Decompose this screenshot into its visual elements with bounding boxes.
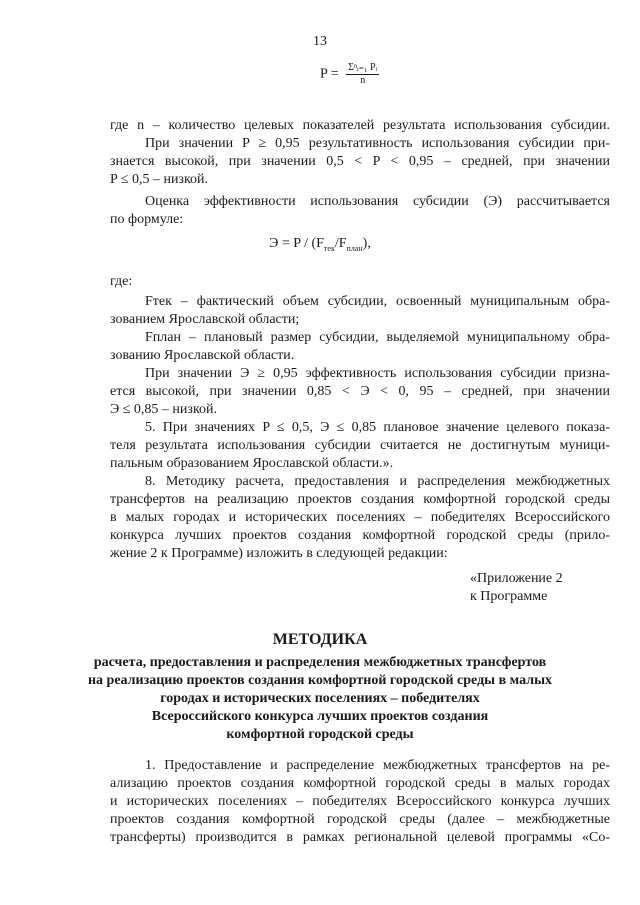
formula-e-mid: /F — [334, 236, 347, 251]
formula-e — [0, 236, 640, 253]
formula-p — [320, 62, 379, 87]
methodology-subtitle-line: Всероссийского конкурса лучших проектов создания — [151, 709, 489, 724]
text-line: в малых городах и исторических поселениях – победителях Всероссийского — [110, 510, 610, 525]
text-line: ется высокой, при значении 0,85 < Э < 0, 95 – средней, при значении — [110, 384, 610, 399]
formula-p-lhs: P = — [320, 66, 339, 82]
text-line: Fтек – фактический объем субсидии, освоенный муниципальным обра- — [145, 294, 610, 309]
methodology-subtitle-line: на реализацию проектов создания комфортной городской среды в малых — [87, 673, 553, 688]
formula-p-fraction — [346, 62, 379, 87]
text-line: пальным образованием Ярославской области.». — [110, 456, 394, 471]
text-line: где n – количество целевых показателей результата использования субсидии. — [110, 118, 610, 133]
formula-e-prefix: Э = P / (F — [269, 236, 324, 251]
text-line: При значении Э ≥ 0,95 эффективность использования субсидии призна- — [145, 366, 610, 381]
methodology-subtitle-line: комфортной городской среды — [226, 727, 414, 742]
formula-p-denominator: n — [360, 75, 366, 86]
formula-e-suffix: ), — [362, 236, 371, 251]
text-line: Fплан – плановый размер субсидии, выделяемой муниципальному обра- — [145, 330, 610, 345]
text-line: где: — [110, 274, 133, 289]
text-line: конкурса лучших проектов создания комфортной городской среды (прило- — [110, 528, 610, 543]
text-line: зованием Ярославской области; — [110, 312, 300, 327]
formula-p-numerator: Σⁿᵢ₌₁ Pᵢ — [348, 62, 378, 73]
page-number: 13 — [313, 34, 327, 49]
text-line: При значении P ≥ 0,95 результативность использования субсидии при- — [145, 136, 610, 151]
text-line: трансферты) производится в рамках региональной целевой программы «Со- — [110, 830, 610, 845]
methodology-title: МЕТОДИКА — [272, 631, 368, 648]
text-line: трансфертов на реализацию проектов создания комфортной городской среды — [110, 492, 610, 507]
appendix-line-2: к Программе — [470, 589, 548, 604]
text-line: теля результата использования субсидии считается не достигнутым муници- — [110, 438, 610, 453]
text-line: 8. Методику расчета, предоставления и распределения межбюджетных — [145, 474, 610, 489]
text-line: Оценка эффективности использования субсидии (Э) рассчитывается — [145, 194, 610, 209]
text-line: Э ≤ 0,85 – низкой. — [110, 402, 218, 417]
formula-e-sub-tek: тек — [323, 243, 335, 253]
methodology-subtitle-line: городах и исторических поселениях – победителях — [160, 691, 480, 706]
text-line: ализацию проектов создания комфортной городской среды в малых городах — [110, 776, 610, 791]
appendix-line-1: «Приложение 2 — [470, 571, 563, 586]
text-line: 5. При значениях P ≤ 0,5, Э ≤ 0,85 плановое значение целевого показа- — [145, 420, 610, 435]
text-line: и исторических поселениях – победителях Всероссийского конкурса лучших — [110, 794, 610, 809]
formula-e-sub-plan: план — [346, 243, 363, 253]
text-line: проектов создания комфортной городской среды (далее – межбюджетные — [110, 812, 610, 827]
methodology-subtitle-line: расчета, предоставления и распределения межбюджетных трансфертов — [93, 655, 547, 670]
text-line: 1. Предоставление и распределение межбюджетных трансфертов на ре- — [145, 758, 610, 773]
text-line: жение 2 к Программе) изложить в следующей редакции: — [110, 546, 448, 561]
text-line: знается высокой, при значении 0,5 < P < 0,95 – средней, при значении — [110, 154, 610, 169]
text-line: P ≤ 0,5 – низкой. — [110, 172, 209, 187]
text-line: по формуле: — [110, 212, 184, 227]
text-line: зованию Ярославской области. — [110, 348, 295, 363]
